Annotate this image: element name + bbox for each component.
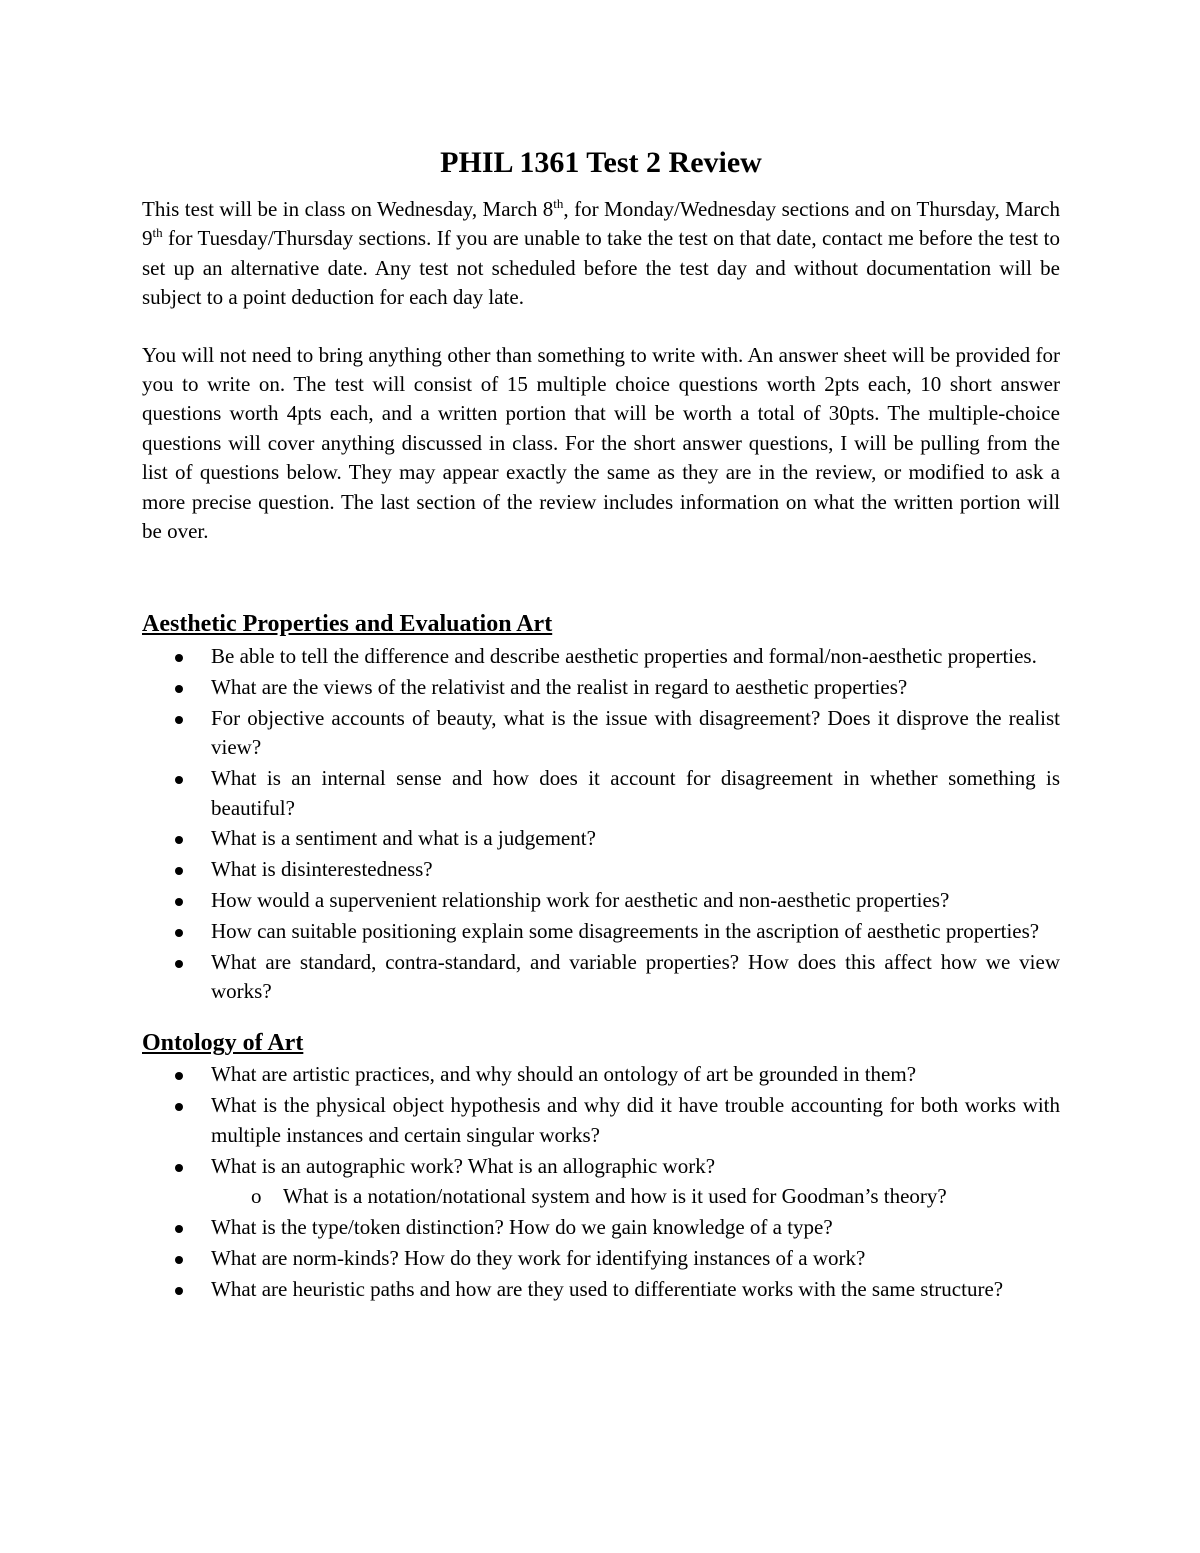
bullet-icon [175, 1103, 183, 1111]
bullet-icon [175, 1164, 183, 1172]
bullet-icon [175, 776, 183, 784]
aesthetic-properties-question-list [142, 642, 1060, 1007]
list-item [142, 948, 1060, 1007]
list-item [142, 1275, 1060, 1304]
hollow-bullet-icon: o [251, 1184, 262, 1209]
ordinal-superscript: th [152, 225, 163, 241]
list-item [142, 855, 1060, 884]
list-item [142, 824, 1060, 853]
list-item [142, 642, 1060, 671]
section-heading-ontology-of-art: Ontology of Art [142, 1029, 304, 1056]
intro-paragraph-format: You will not need to bring anything other than something to write with. An answer sheet will be provided for you to write on. The test will consist of 15 multiple choice questions worth 2pts each, 10 short answer questions worth 4pts each, and a written portion that will be worth a total of 30pts. The multiple-choice questions will cover anything discussed in class. For the short answer questions, I will be pulling from the list of questions below. They may appear exactly the same as they are in the review, or modified to ask a more precise question. The last section of the review includes information on what the written portion will be over. [142, 342, 1060, 544]
question-text: What is the type/token distinction? How do we gain knowledge of a type? [211, 1215, 833, 1240]
question-text: What is disinterestedness? [211, 857, 433, 882]
list-item [142, 1213, 1060, 1242]
bullet-icon [175, 867, 183, 875]
bullet-icon [175, 836, 183, 844]
bullet-icon [175, 685, 183, 693]
page-title: PHIL 1361 Test 2 Review [440, 146, 762, 179]
question-text: What are the views of the relativist and the realist in regard to aesthetic properties? [211, 674, 908, 699]
bullet-icon [175, 1225, 183, 1233]
question-text: For objective accounts of beauty, what is the issue with disagreement? Does it disprove the realist view? [211, 705, 1060, 760]
question-text: What is the physical object hypothesis and why did it have trouble accounting for both works with multiple instances and certain singular works? [211, 1093, 1060, 1147]
bullet-icon [175, 716, 183, 724]
bullet-icon [175, 1287, 183, 1295]
sub-question-text: What is a notation/notational system and how is it used for Goodman’s theory? [283, 1184, 947, 1209]
question-text: What are standard, contra-standard, and variable properties? How does this affect how we view works? [211, 950, 1060, 1004]
question-text: What is an autographic work? What is an allographic work? [211, 1153, 716, 1178]
ontology-sub-question-list [142, 1182, 1060, 1211]
list-item [142, 886, 1060, 915]
question-text: What are norm-kinds? How do they work for identifying instances of a work? [211, 1246, 866, 1271]
ontology-question-list [142, 1060, 1060, 1181]
list-item [142, 704, 1060, 763]
bullet-icon [175, 654, 183, 662]
question-text: What is a sentiment and what is a judgement? [211, 826, 596, 851]
question-text: What are artistic practices, and why should an ontology of art be grounded in them? [211, 1062, 917, 1087]
ordinal-superscript: th [553, 196, 564, 211]
ontology-question-list-continued [142, 1213, 1060, 1304]
section-heading-aesthetic-properties: Aesthetic Properties and Evaluation Art [142, 611, 553, 638]
list-item [142, 1091, 1060, 1150]
list-item [142, 1244, 1060, 1273]
list-item [142, 1060, 1060, 1089]
question-text: What is an internal sense and how does it account for disagreement in whether something is beautiful? [211, 766, 1060, 820]
bullet-icon [175, 1256, 183, 1264]
intro-text-part-3: for Tuesday/Thursday sections. If you are unable to take the test on that date, contact me before the test to set up an alternative date. Any test not scheduled before the test day and without documentation will be subject to a point deduction for each day late. [142, 226, 1060, 310]
list-item [142, 1152, 1060, 1181]
bullet-icon [175, 960, 183, 968]
question-text: What are heuristic paths and how are they used to differentiate works with the same structure? [211, 1277, 1004, 1302]
sub-list-item [142, 1182, 1060, 1211]
intro-text-part-1: This test will be in class on Wednesday, March 8 [142, 197, 554, 221]
list-item [142, 673, 1060, 702]
question-text: How would a supervenient relationship work for aesthetic and non-aesthetic properties? [211, 888, 950, 913]
bullet-icon [175, 898, 183, 906]
intro-paragraph-schedule [142, 195, 1060, 313]
question-text: Be able to tell the difference and describe aesthetic properties and formal/non-aesthetic properties. [211, 643, 1037, 668]
intro-text-part-2: , for Monday/Wednesday sections and on Thursday, March 9 [142, 197, 1060, 251]
list-item [142, 917, 1060, 946]
bullet-icon [175, 1072, 183, 1080]
bullet-icon [175, 929, 183, 937]
list-item [142, 764, 1060, 823]
question-text: How can suitable positioning explain some disagreements in the ascription of aesthetic properties? [211, 919, 1040, 944]
